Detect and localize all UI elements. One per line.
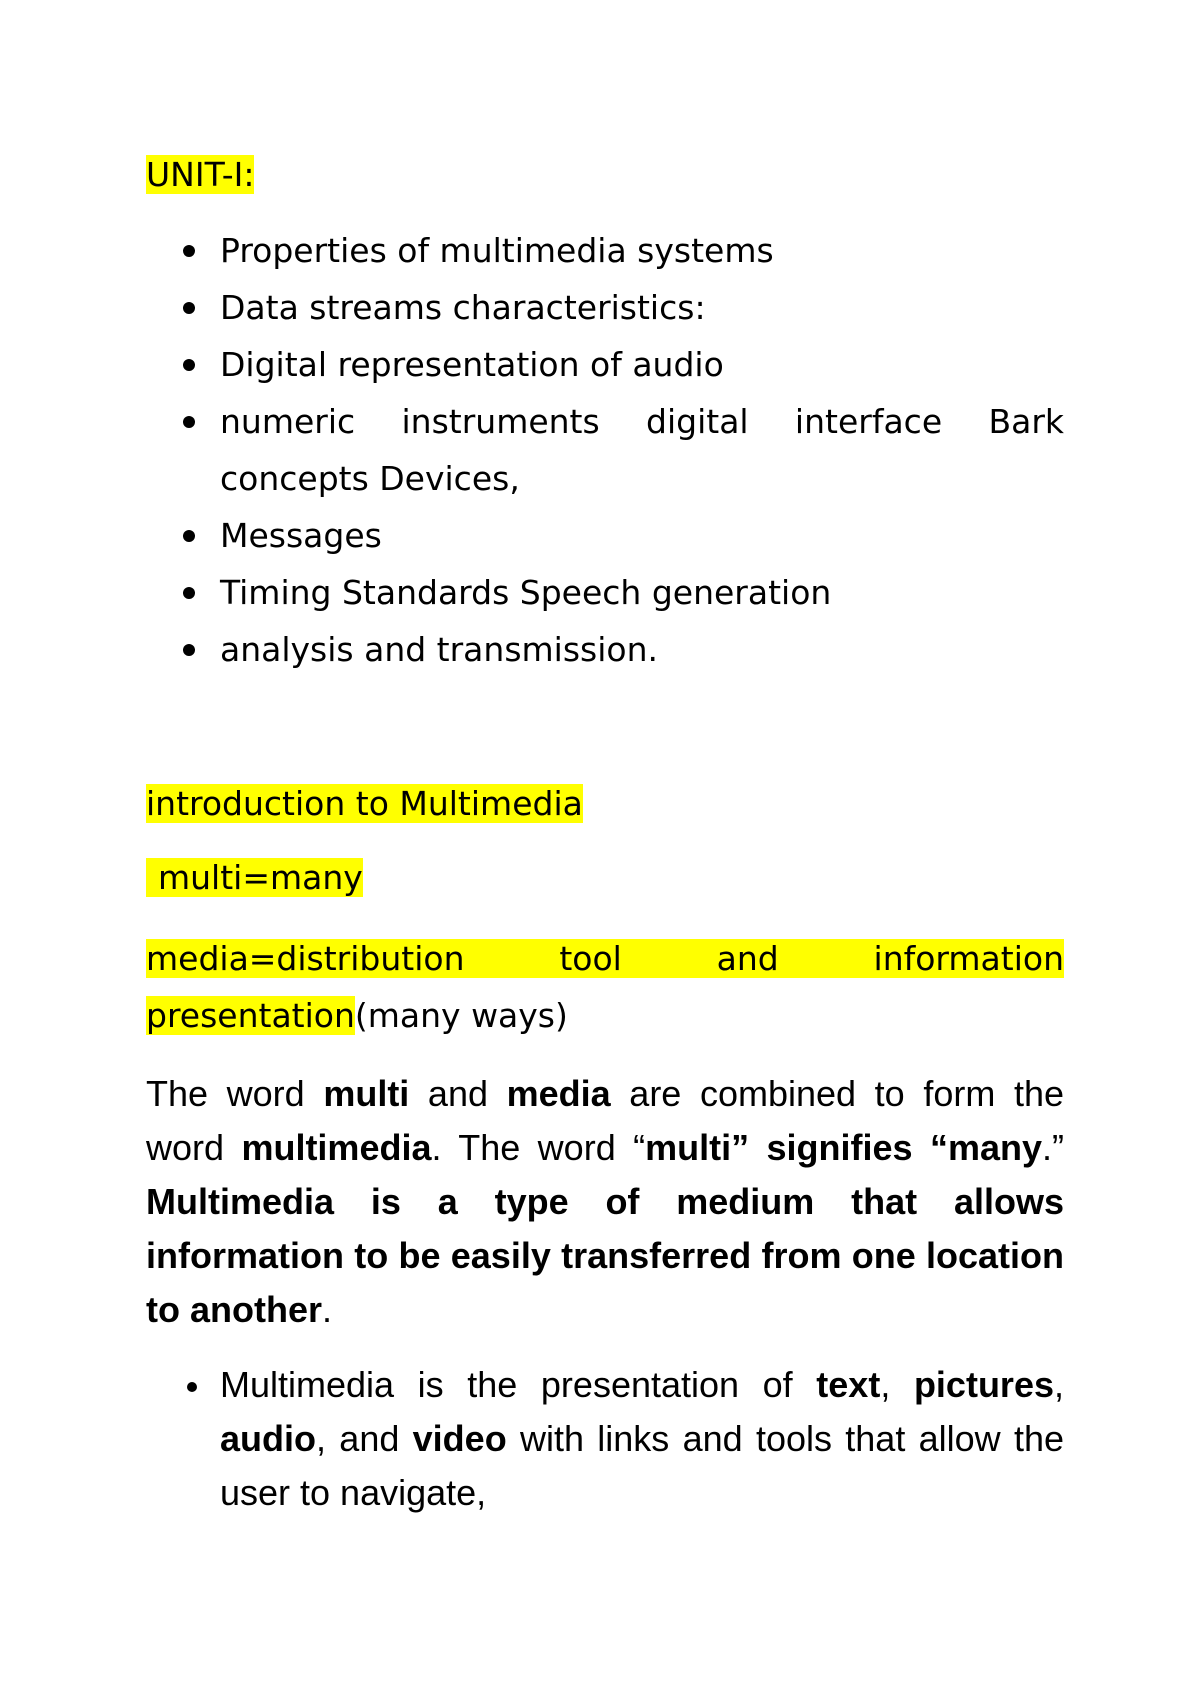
bullet-icon [183, 416, 195, 428]
paragraph-bold: multi” signifies “many [645, 1127, 1042, 1168]
paragraph-text: .” [1042, 1127, 1064, 1168]
bullet-bold: audio [220, 1418, 316, 1459]
syllabus-item [146, 507, 1064, 564]
paragraph-bold: media [506, 1073, 611, 1114]
bullet-bold: text [816, 1364, 881, 1405]
syllabus-list [146, 222, 1064, 678]
definition-paragraph [146, 1067, 1064, 1337]
syllabus-item [146, 393, 1064, 507]
bullet-text: with links and tools that allow the user to navigate, [220, 1418, 1064, 1513]
bullet-bold: pictures [913, 1364, 1054, 1405]
paragraph-text: and [409, 1073, 507, 1114]
bullet-text: Multimedia is the presentation of [220, 1364, 817, 1405]
multimedia-bullet-item [146, 1358, 1064, 1520]
media-definition [146, 930, 1064, 1044]
media-definition-highlight: media=distribution tool and information presentation [146, 939, 1064, 1035]
syllabus-item [146, 222, 1064, 279]
syllabus-item [146, 564, 1064, 621]
syllabus-item-text: Timing Standards Speech generation [220, 573, 832, 612]
multi-definition [146, 852, 363, 904]
paragraph-bold: multimedia [241, 1127, 432, 1168]
syllabus-item-text: Messages [220, 516, 382, 555]
bullet-icon [183, 644, 195, 656]
media-definition-rest: (many ways) [354, 996, 568, 1035]
multimedia-bullet-list [146, 1358, 1064, 1520]
unit-heading-text: UNIT-I: [146, 155, 255, 194]
bullet-text: , [1053, 1364, 1064, 1405]
paragraph-bold: multi [323, 1073, 410, 1114]
syllabus-item [146, 336, 1064, 393]
paragraph-text: . The word “ [431, 1127, 646, 1168]
unit-heading [146, 150, 254, 200]
bullet-icon [183, 359, 195, 371]
bullet-icon [187, 1382, 197, 1392]
bullet-text: , [880, 1364, 914, 1405]
intro-title [146, 778, 583, 830]
bullet-icon [183, 587, 195, 599]
bullet-bold: video [412, 1418, 507, 1459]
paragraph-text: . [322, 1289, 333, 1330]
paragraph-text: are combined to form the word [146, 1073, 1064, 1168]
syllabus-item-text: numeric instruments digital interface Bark concepts Devices, [220, 402, 1064, 498]
bullet-text: , and [316, 1418, 413, 1459]
bullet-icon [183, 530, 195, 542]
syllabus-item-text: Digital representation of audio [220, 345, 724, 384]
syllabus-item-text: analysis and transmission. [220, 630, 658, 669]
syllabus-item [146, 621, 1064, 678]
intro-title-text: introduction to Multimedia [146, 784, 583, 823]
syllabus-item-text: Data streams characteristics: [220, 288, 706, 327]
multi-definition-text: multi=many [146, 858, 363, 897]
bullet-icon [183, 245, 195, 257]
paragraph-bold: Multimedia is a type of medium that allows information to be easily transferred from one location to another [146, 1181, 1064, 1330]
syllabus-item-text: Properties of multimedia systems [220, 231, 774, 270]
bullet-icon [183, 302, 195, 314]
paragraph-text: The word [146, 1073, 324, 1114]
syllabus-item [146, 279, 1064, 336]
